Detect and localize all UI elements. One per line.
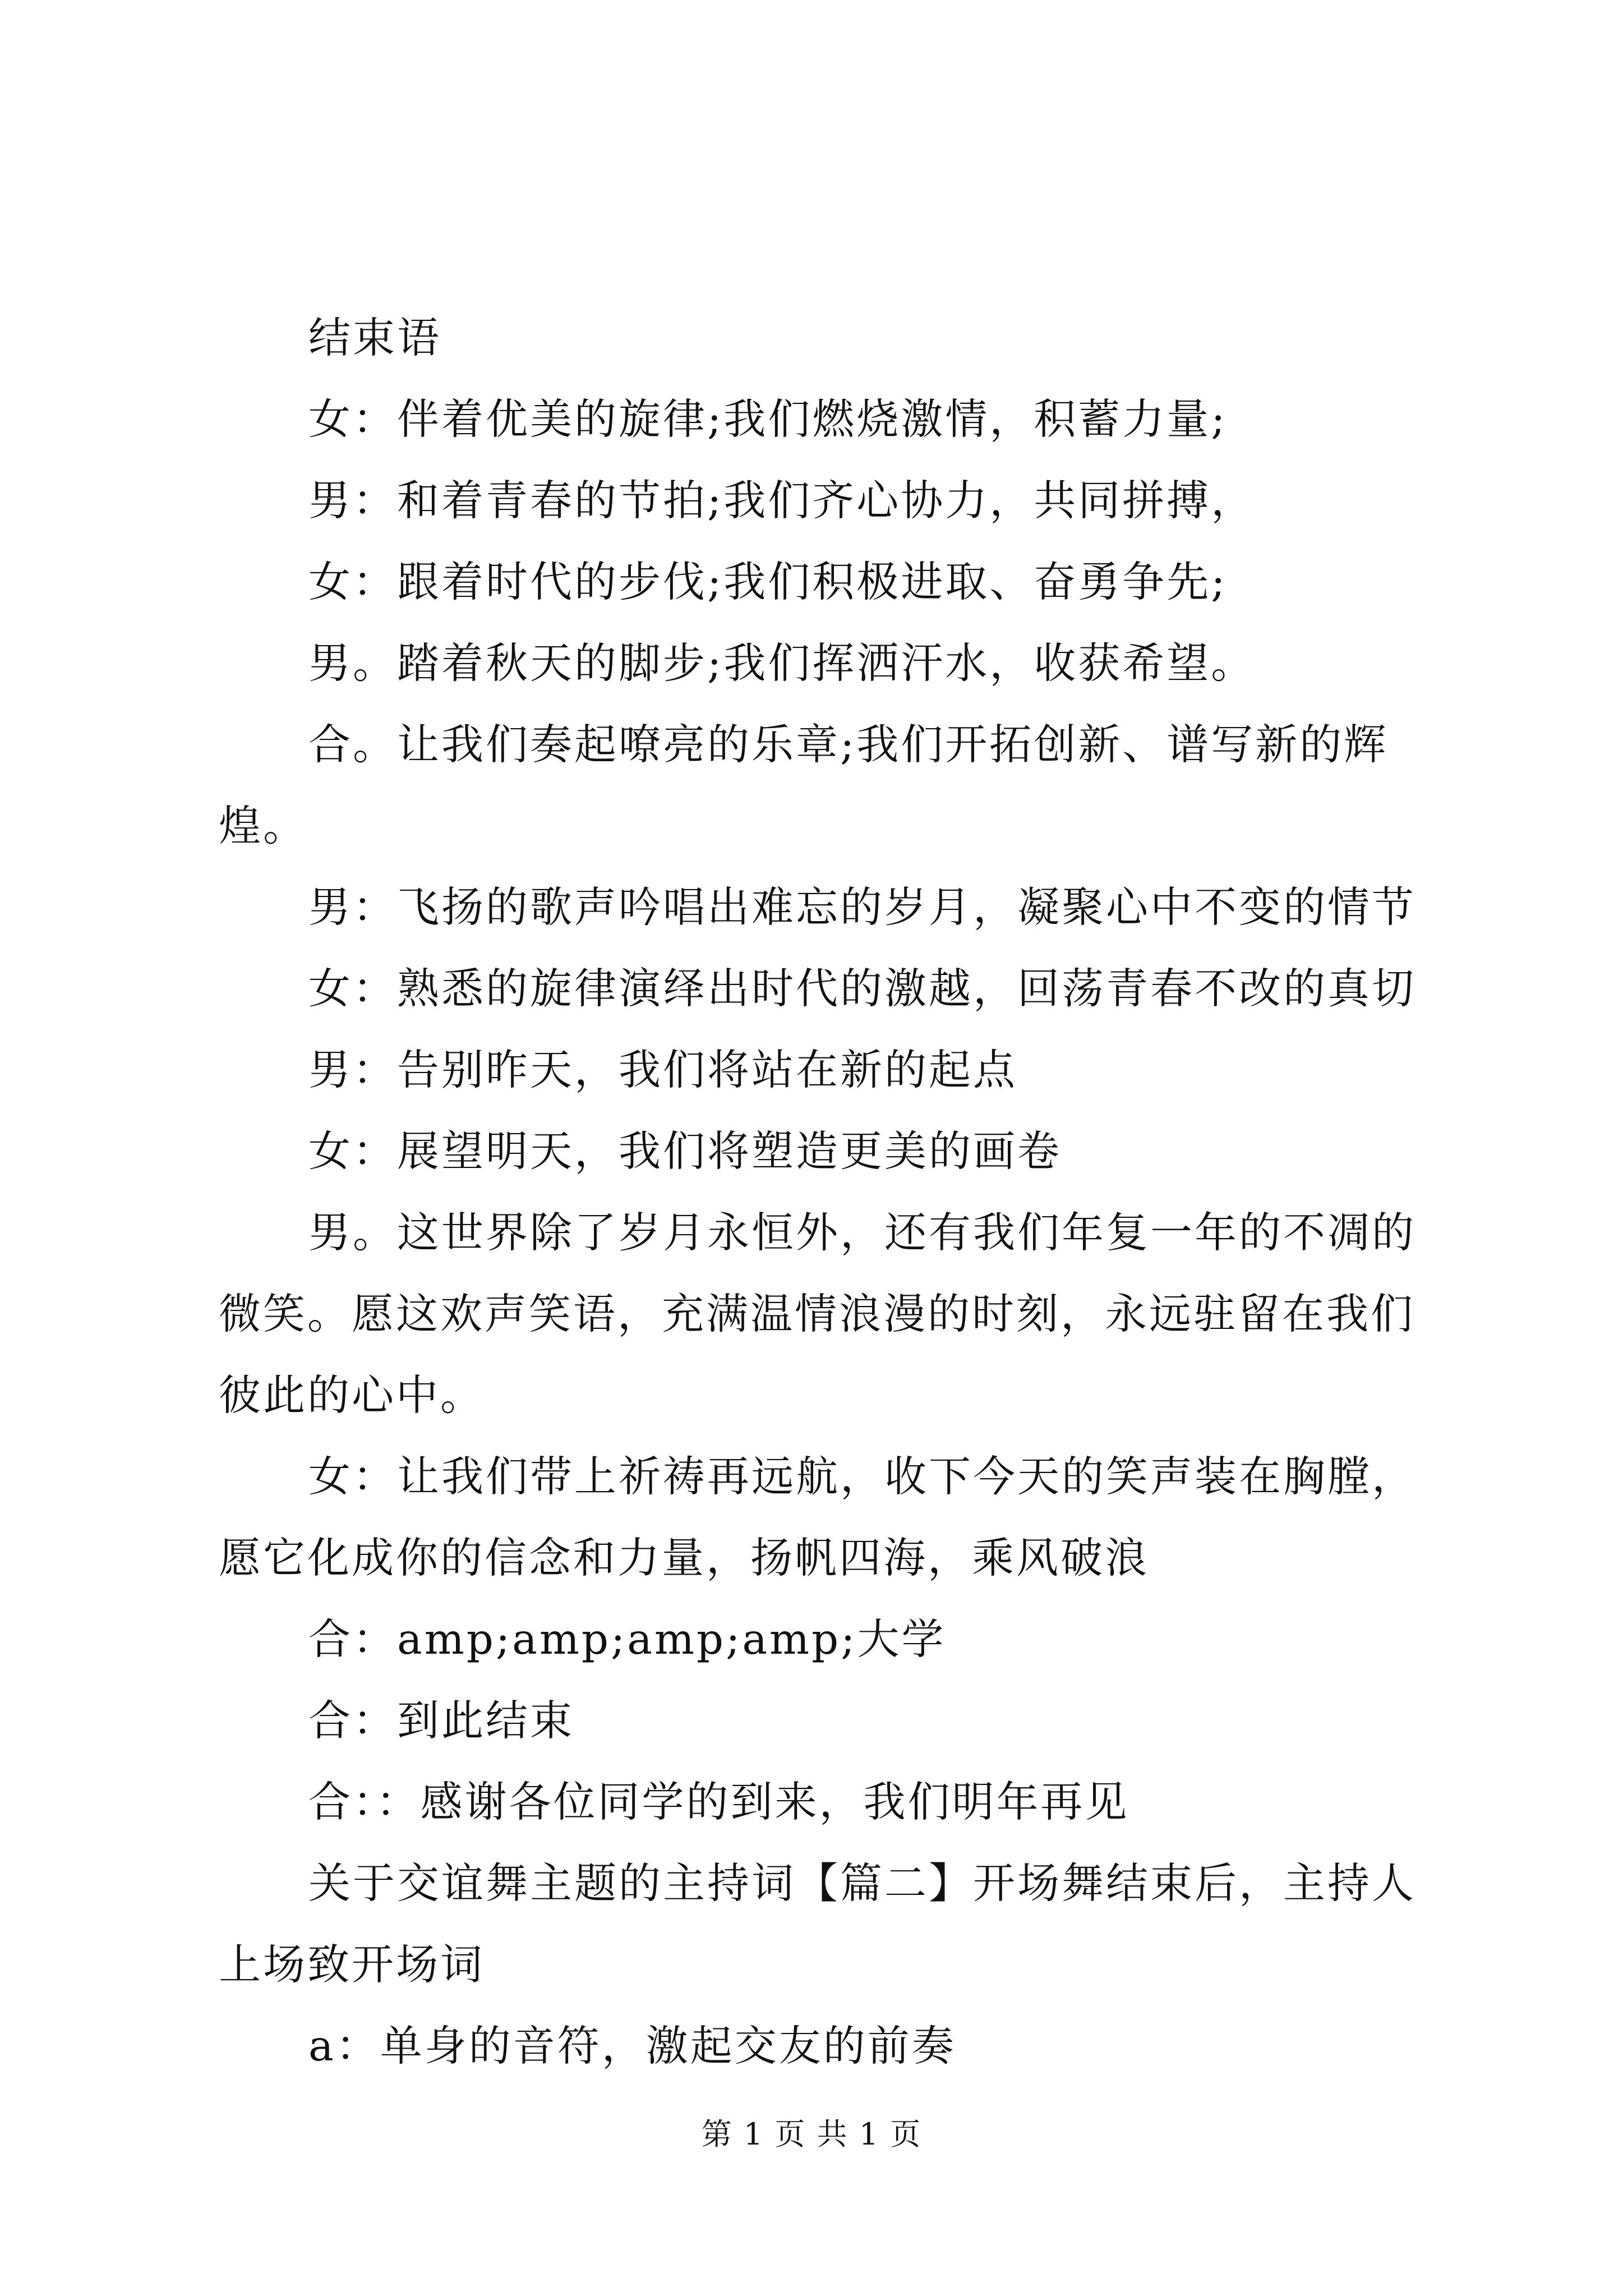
dialogue-line: 合：：感谢各位同学的到来，我们明年再见 — [308, 1777, 1129, 1826]
dialogue-line: 男：和着青春的节拍;我们齐心协力，共同拼搏， — [308, 476, 1256, 525]
section-intro-paragraph: 关于交谊舞主题的主持词【篇二】开场舞结束后，主持人上场致开场词 — [219, 1858, 1417, 1989]
dialogue-line: 合：到此结束 — [308, 1696, 575, 1745]
dialogue-line: 合：amp;amp;amp;amp;大学 — [308, 1614, 946, 1664]
section-heading: 结束语 — [308, 313, 442, 362]
dialogue-paragraph: 男。这世界除了岁月永恒外，还有我们年复一年的不凋的微笑。愿这欢声笑语，充满温情浪漫的时刻，永远驻留在我们彼此的心中。 — [219, 1208, 1417, 1420]
dialogue-line: 男：飞扬的歌声吟唱出难忘的岁月，凝聚心中不变的情节 — [308, 882, 1417, 932]
dialogue-line: 女：跟着时代的步伐;我们积极进取、奋勇争先; — [308, 557, 1228, 606]
page-footer: 第 1 页 共 1 页 — [701, 2116, 922, 2152]
dialogue-line: a：单身的音符，激起交友的前奏 — [308, 2021, 956, 2070]
dialogue-line: 男：告别昨天，我们将站在新的起点 — [308, 1045, 1018, 1094]
dialogue-line: 合。让我们奏起嘹亮的乐章;我们开拓创新、谱写新的辉煌。 — [219, 720, 1389, 850]
dialogue-paragraph: 女：让我们带上祈祷再远航，收下今天的笑声装在胸膛，愿它化成你的信念和力量，扬帆四海，乘风破浪 — [219, 1452, 1417, 1582]
document-body — [219, 297, 1424, 2087]
dialogue-line: 女：伴着优美的旋律;我们燃烧激情，积蓄力量; — [308, 394, 1228, 444]
dialogue-line: 女：熟悉的旋律演绎出时代的激越，回荡青春不改的真切 — [308, 964, 1417, 1013]
dialogue-line: 女：展望明天，我们将塑造更美的画卷 — [308, 1126, 1062, 1176]
dialogue-line: 男。踏着秋天的脚步;我们挥洒汗水，收获希望。 — [308, 638, 1256, 688]
